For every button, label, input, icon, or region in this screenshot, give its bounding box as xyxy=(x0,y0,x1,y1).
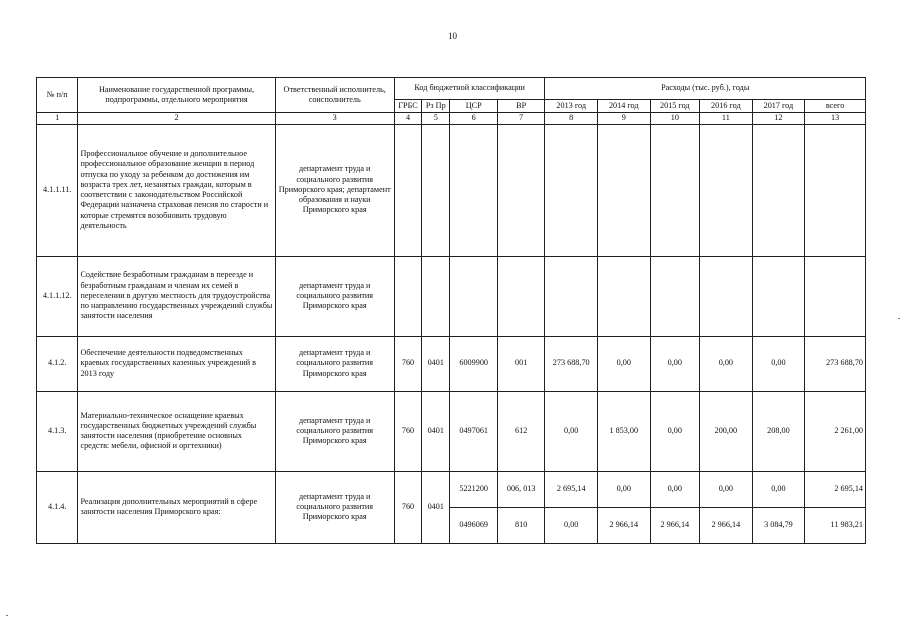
row-number: 4.1.2. xyxy=(37,336,78,391)
row-executor: департамент труда и социального развития Приморского края xyxy=(275,336,394,391)
column-number: 4 xyxy=(394,113,421,124)
row-total: 2 261,00 xyxy=(805,391,866,471)
row-number: 4.1.4. xyxy=(37,471,78,543)
column-number: 8 xyxy=(545,113,598,124)
row-name: Содействие безработным гражданам в переезде и безработным гражданам и членам их семей в переселении в другую местность для трудоустройства по направлению государственных учреждений службы занятости населения xyxy=(78,256,275,336)
column-number: 11 xyxy=(700,113,753,124)
row-2017: 3 084,79 xyxy=(752,507,805,543)
row-2017: 0,00 xyxy=(752,471,805,507)
row-rzpr: 0401 xyxy=(422,336,450,391)
row-grbs: 760 xyxy=(394,471,421,543)
row-grbs: 760 xyxy=(394,391,421,471)
row-2013: 0,00 xyxy=(545,507,598,543)
column-number: 9 xyxy=(597,113,650,124)
column-number: 7 xyxy=(497,113,545,124)
row-2017: 208,00 xyxy=(752,391,805,471)
column-number: 1 xyxy=(37,113,78,124)
row-name: Профессиональное обучение и дополнительное профессиональное образование женщин в период отпуска по уходу за ребенком до достижения им возраста трех лет, незанятых граждан, которым в соответствии с законодательством Российской Федерации назначена страховая пенсия по старости и которые стремятся возобновить трудовую деятельность xyxy=(78,124,275,256)
row-name: Материально-техническое оснащение краевых государственных бюджетных учреждений службы занятости населения (приобретение основных средств: мебели, офисной и оргтехники) xyxy=(78,391,275,471)
row-2014: 1 853,00 xyxy=(597,391,650,471)
header-2016: 2016 год xyxy=(700,100,753,113)
row-csr: 5221200 xyxy=(450,471,498,507)
row-number: 4.1.3. xyxy=(37,391,78,471)
row-name: Обеспечение деятельности подведомственных краевых государственных казенных учреждений в 2013 году xyxy=(78,336,275,391)
row-grbs: 760 xyxy=(394,336,421,391)
row-2015: 2 966,14 xyxy=(650,507,700,543)
row-csr: 0496069 xyxy=(450,507,498,543)
table-row xyxy=(37,471,866,507)
row-2016: 200,00 xyxy=(700,391,753,471)
row-2015: 0,00 xyxy=(650,336,700,391)
row-2016: 2 966,14 xyxy=(700,507,753,543)
header-grbs: ГРБС xyxy=(394,100,421,113)
header-2014: 2014 год xyxy=(597,100,650,113)
row-executor: департамент труда и социального развития Приморского края xyxy=(275,391,394,471)
header-2013: 2013 год xyxy=(545,100,598,113)
column-number: 2 xyxy=(78,113,275,124)
column-number: 12 xyxy=(752,113,805,124)
header-vr: ВР xyxy=(497,100,545,113)
column-number: 3 xyxy=(275,113,394,124)
row-2013: 2 695,14 xyxy=(545,471,598,507)
page-number: 10 xyxy=(448,31,457,41)
scan-speck xyxy=(898,318,900,319)
row-csr: 0497061 xyxy=(450,391,498,471)
header-name: Наименование государственной программы, подпрограммы, отдельного мероприятия xyxy=(78,78,275,113)
table-row xyxy=(37,336,866,391)
column-number-row xyxy=(37,113,866,124)
table-row xyxy=(37,391,866,471)
row-2015: 0,00 xyxy=(650,471,700,507)
row-2013: 273 688,70 xyxy=(545,336,598,391)
budget-table xyxy=(36,77,866,544)
column-number: 13 xyxy=(805,113,866,124)
row-rzpr: 0401 xyxy=(422,391,450,471)
table-row xyxy=(37,256,866,336)
row-2015: 0,00 xyxy=(650,391,700,471)
header-total: всего xyxy=(805,100,866,113)
row-2014: 0,00 xyxy=(597,336,650,391)
row-2017: 0,00 xyxy=(752,336,805,391)
header-expenses: Расходы (тыс. руб.), годы xyxy=(545,78,866,100)
header-rzpr: Рз Пр xyxy=(422,100,450,113)
row-number: 4.1.1.11. xyxy=(37,124,78,256)
row-vr: 001 xyxy=(497,336,545,391)
row-2013: 0,00 xyxy=(545,391,598,471)
header-2015: 2015 год xyxy=(650,100,700,113)
row-2014: 0,00 xyxy=(597,471,650,507)
row-executor: департамент труда и социального развития Приморского края xyxy=(275,256,394,336)
header-csr: ЦСР xyxy=(450,100,498,113)
row-vr: 006, 013 xyxy=(497,471,545,507)
row-rzpr: 0401 xyxy=(422,471,450,543)
header-no: № п/п xyxy=(37,78,78,113)
row-name: Реализация дополнительных мероприятий в сфере занятости населения Приморского края: xyxy=(78,471,275,543)
row-total: 273 688,70 xyxy=(805,336,866,391)
row-executor: департамент труда и социального развития Приморского края xyxy=(275,471,394,543)
column-number: 5 xyxy=(422,113,450,124)
row-number: 4.1.1.12. xyxy=(37,256,78,336)
row-csr: 6009900 xyxy=(450,336,498,391)
row-total: 11 983,21 xyxy=(805,507,866,543)
row-2014: 2 966,14 xyxy=(597,507,650,543)
column-number: 10 xyxy=(650,113,700,124)
row-2016: 0,00 xyxy=(700,471,753,507)
row-vr: 810 xyxy=(497,507,545,543)
header-2017: 2017 год xyxy=(752,100,805,113)
column-number: 6 xyxy=(450,113,498,124)
row-executor: департамент труда и социального развития Приморского края; департамент образования и науки Приморского края xyxy=(275,124,394,256)
table-row xyxy=(37,124,866,256)
header-budget-code: Код бюджетной классификации xyxy=(394,78,545,100)
row-total: 2 695,14 xyxy=(805,471,866,507)
header-executor: Ответственный исполнитель, соисполнитель xyxy=(275,78,394,113)
row-vr: 612 xyxy=(497,391,545,471)
scan-speck xyxy=(6,615,8,616)
row-2016: 0,00 xyxy=(700,336,753,391)
